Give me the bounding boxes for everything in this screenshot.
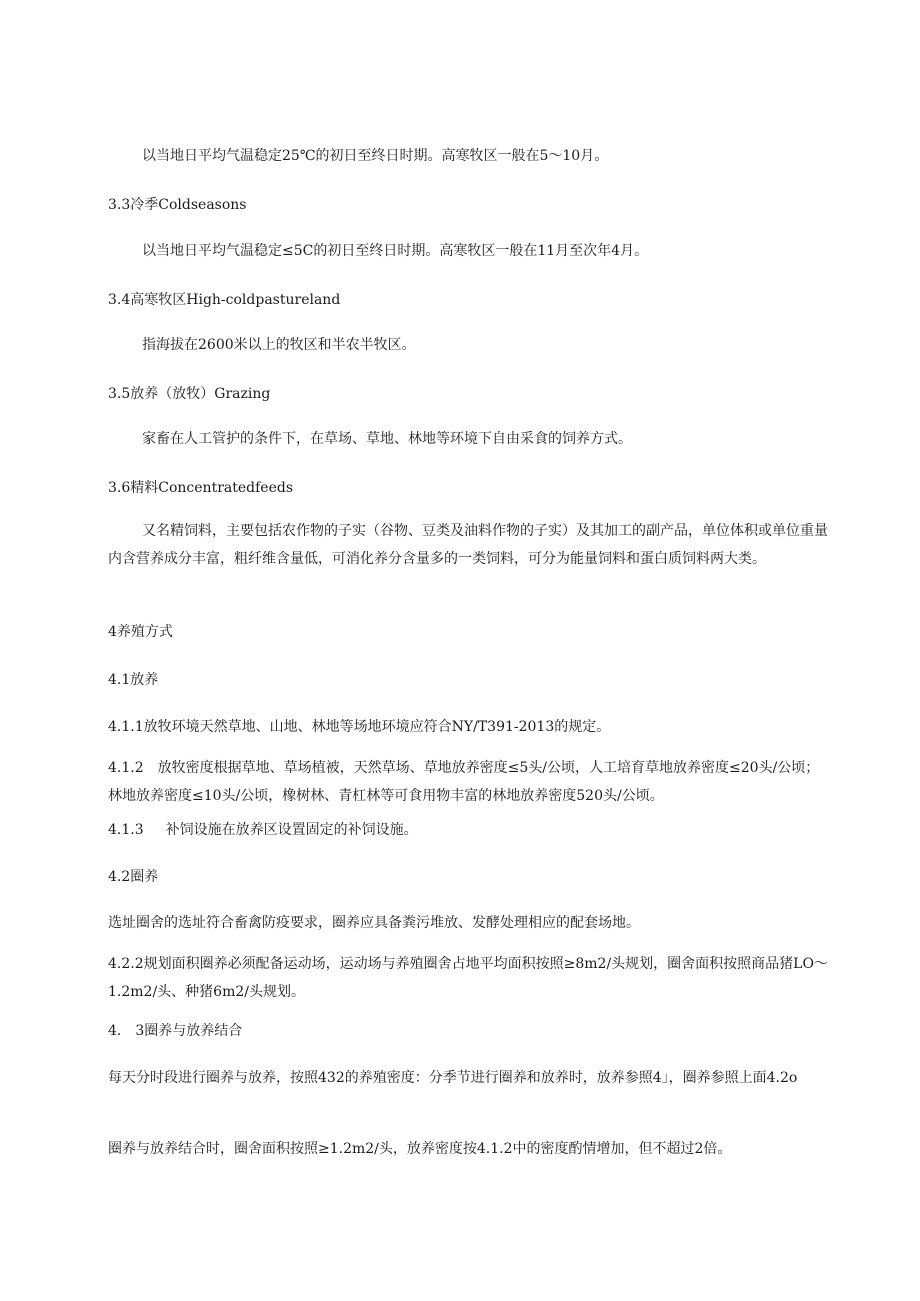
paragraph-4-2-1-site-selection: 选址圈舍的选址符合畜禽防疫要求，圈养应具备粪污堆放、发酵处理相应的配套场地。 [108, 915, 640, 931]
paragraph-cold-season-definition: 以当地日平均气温稳定≤5C的初日至终日时期。高寒牧区一般在11月至次年4月。 [142, 243, 649, 259]
paragraph-4-1-1-grazing-environment: 4.1.1放牧环境天然草地、山地、林地等场地环境应符合NY/T391-2013的规定。 [108, 719, 611, 735]
heading-3-3-cold-seasons: 3.3冷季Coldseasons [108, 197, 247, 213]
clause-text: 放牧密度根据草地、草场植被，天然草场、草地放养密度≤5头/公顷，人工培育草地放养密度≤20头/公顷；林地放养密度≤10头/公顷，橡树林、青杠林等可食用物丰富的林地放养密度520头/公顷。 [108, 760, 820, 804]
paragraph-high-cold-definition: 指海拔在2600米以上的牧区和半农半牧区。 [142, 337, 416, 353]
heading-4-breeding-methods: 4养殖方式 [108, 624, 173, 640]
paragraph-grazing-definition: 家畜在人工管护的条件下，在草场、草地、林地等环境下自由采食的饲养方式。 [142, 431, 632, 447]
paragraph-concentrated-feeds-definition: 又名精饲料，主要包括农作物的子实（谷物、豆类及油料作物的子实）及其加工的副产品，单位体积或单位重量内含营养成分丰富，粗纤维含量低，可消化养分含量多的一类饲料，可分为能量饲料和蛋白质饲料两大类。 [108, 523, 828, 567]
heading-4-3-captivity-and-free-range: 4. 3圈养与放养结合 [108, 1023, 243, 1039]
clause-number: 4.1.3 [108, 822, 144, 838]
clause-number: 4.1.2 [108, 760, 144, 776]
paragraph-4-1-2-grazing-density [108, 754, 828, 810]
heading-3-6-concentrated-feeds: 3.6精料Concentratedfeeds [108, 480, 294, 496]
clause-text: 补饲设施在放养区设置固定的补饲设施。 [165, 822, 418, 838]
heading-4-2-captivity: 4.2圈养 [108, 869, 159, 885]
paragraph-4-2-2-planned-area: 4.2.2规划面积圈养必须配备运动场，运动场与养殖圈舍占地平均面积按照≥8m2∕头规划，圈舍面积按照商品猪LO～1.2m2∕头、种猪6m2∕头规划。 [108, 956, 828, 1000]
heading-3-5-grazing: 3.5放养（放牧）Grazing [108, 386, 271, 402]
paragraph-4-1-3-supplementary-feeding [108, 820, 828, 841]
paragraph-warm-season-definition: 以当地日平均气温稳定25℃的初日至终日时期。高寒牧区一般在5～10月。 [142, 148, 609, 164]
paragraph-4-3-2-combined-area: 圈养与放养结合时，圈舍面积按照≥1.2m2∕头，放养密度按4.1.2中的密度酌情增加，但不超过2倍。 [108, 1141, 732, 1157]
paragraph-4-3-1-time-division: 每天分时段进行圈养与放养，按照432的养殖密度：分季节进行圈养和放养时，放养参照4」，圈养参照上面4.2o [108, 1070, 798, 1086]
heading-3-4-high-cold-pastureland: 3.4高寒牧区High-coldpastureland [108, 292, 341, 308]
heading-4-1-free-range: 4.1放养 [108, 672, 159, 688]
